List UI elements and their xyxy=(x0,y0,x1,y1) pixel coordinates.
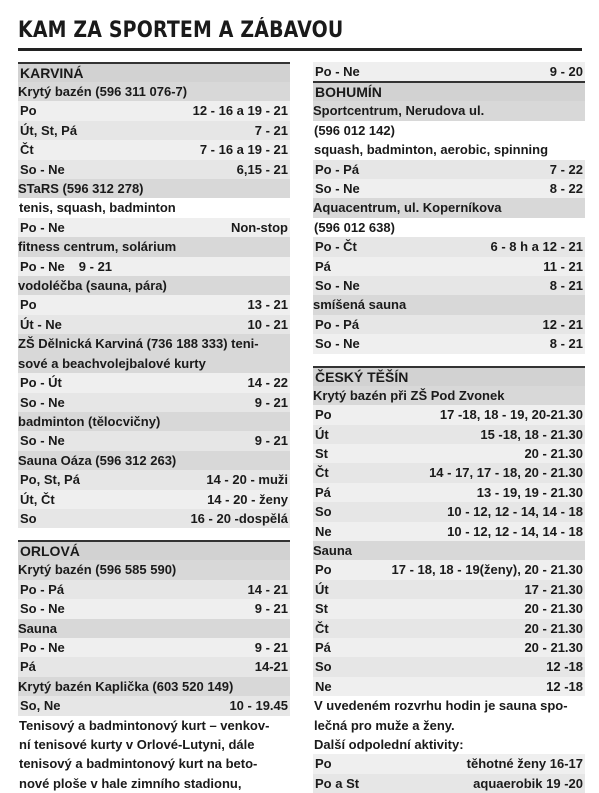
schedule-row xyxy=(313,657,585,676)
schedule-row xyxy=(18,638,290,657)
schedule-row xyxy=(313,334,585,353)
schedule-row xyxy=(313,522,585,541)
schedule-row xyxy=(18,696,290,715)
schedule-day: Út, St, Pá xyxy=(20,122,78,138)
schedule-time: 8 - 21 xyxy=(549,278,583,294)
schedule-time: 9 - 20 xyxy=(549,64,583,79)
schedule-day: Po xyxy=(20,103,37,119)
venue-name: smíšená sauna xyxy=(313,295,585,314)
info-text: Další odpolední aktivity: xyxy=(314,737,464,752)
schedule-row xyxy=(313,237,585,256)
venue-name: Krytý bazén Kaplička (603 520 149) xyxy=(18,677,290,696)
venue-name: Sauna xyxy=(18,619,290,638)
schedule-day: Po - Ne xyxy=(20,639,65,655)
schedule-time: 12 - 21 xyxy=(542,316,583,332)
schedule-day: Ne xyxy=(315,523,332,539)
schedule-row xyxy=(313,483,585,502)
schedule-time: 14 - 22 xyxy=(247,375,288,391)
schedule-row xyxy=(18,315,290,334)
schedule-time: aquaerobik 19 -20 xyxy=(473,775,583,791)
schedule-day: Čt xyxy=(315,620,329,636)
schedule-row xyxy=(313,405,585,424)
schedule-day: Čt xyxy=(20,142,34,158)
schedule-day: So xyxy=(20,510,37,526)
schedule-day: Út, Čt xyxy=(20,491,55,507)
schedule-day: Po - Ne xyxy=(315,64,360,79)
schedule-time: 20 - 21.30 xyxy=(524,620,583,636)
schedule-day: So, Ne xyxy=(20,698,61,714)
schedule-day: Po xyxy=(315,407,332,423)
schedule-row xyxy=(313,560,585,579)
venue-name: Sauna xyxy=(313,541,585,560)
town-heading: KARVINÁ xyxy=(18,62,290,82)
schedule-row xyxy=(18,295,290,314)
schedule-row xyxy=(313,638,585,657)
info-text: squash, badminton, aerobic, spinning xyxy=(314,142,549,158)
info-text: tenisový a badmintonový kurt na beto- xyxy=(19,756,258,772)
schedule-day: Po xyxy=(315,756,332,772)
schedule-row xyxy=(313,580,585,599)
schedule-row xyxy=(18,599,290,618)
schedule-row xyxy=(18,657,290,676)
schedule-day: Po - Út xyxy=(20,375,62,391)
schedule-day: So - Ne xyxy=(315,181,360,197)
schedule-time: 16 - 20 -dospělá xyxy=(190,510,288,526)
schedule-row xyxy=(18,373,290,392)
schedule-time: 17 - 21.30 xyxy=(524,581,583,597)
schedule-time: 11 - 21 xyxy=(543,258,583,274)
schedule-day: So - Ne xyxy=(20,394,65,410)
schedule-row xyxy=(18,470,290,489)
schedule-time: 7 - 16 a 19 - 21 xyxy=(199,142,288,158)
schedule-row xyxy=(18,257,290,276)
schedule-time: těhotné ženy 16-17 xyxy=(466,756,583,772)
info-text: (596 012 638) xyxy=(314,219,395,235)
schedule-row xyxy=(313,444,585,463)
schedule-day: So - Ne xyxy=(20,161,65,177)
schedule-day: St xyxy=(315,601,328,617)
venue-name: STaRS (596 312 278) xyxy=(18,179,290,198)
schedule-time: 9 - 21 xyxy=(78,258,113,274)
schedule-row xyxy=(18,490,290,509)
left-column xyxy=(18,62,290,793)
info-text: ní tenisové kurty v Orlové-Lutyni, dále xyxy=(19,737,255,752)
schedule-day: Po - Ne xyxy=(20,219,65,235)
schedule-row xyxy=(18,431,290,450)
schedule-day: Po - Pá xyxy=(315,316,360,332)
schedule-row xyxy=(18,218,290,237)
schedule-time: 9 - 21 xyxy=(254,394,288,410)
schedule-day: Pá xyxy=(315,484,331,500)
schedule-row xyxy=(313,62,585,81)
info-text: lečná pro muže a ženy. xyxy=(314,717,455,733)
schedule-day: Po - Čt xyxy=(315,239,357,255)
schedule-row xyxy=(313,754,585,773)
schedule-row xyxy=(313,463,585,482)
schedule-day: Út xyxy=(315,581,329,597)
schedule-time: 14 - 21 xyxy=(247,581,288,597)
schedule-time: 7 - 22 xyxy=(549,161,583,177)
venue-name: Sauna Oáza (596 312 263) xyxy=(18,451,290,470)
schedule-day: So - Ne xyxy=(315,278,360,294)
schedule-day: So xyxy=(315,504,332,520)
schedule-day: Ne xyxy=(315,678,332,694)
schedule-time: 12 -18 xyxy=(546,659,583,675)
schedule-day: Po a St xyxy=(315,775,360,791)
schedule-time: Non-stop xyxy=(230,219,288,235)
schedule-time: 14 - 20 - muži xyxy=(206,472,288,488)
schedule-time: 10 - 21 xyxy=(247,316,288,332)
schedule-time: 9 - 21 xyxy=(254,433,288,449)
schedule-time: 10 - 19.45 xyxy=(229,698,288,714)
schedule-row xyxy=(313,315,585,334)
schedule-time: 6,15 - 21 xyxy=(236,161,288,177)
town-heading: ČESKÝ TĚŠÍN xyxy=(313,366,585,386)
schedule-day: Po xyxy=(315,562,332,578)
schedule-time: 12 -18 xyxy=(546,678,583,694)
venue-name: Sportcentrum, Nerudova ul. xyxy=(313,101,585,120)
page-title: KAM ZA SPORTEM A ZÁBAVOU xyxy=(18,18,344,43)
schedule-time: 8 - 21 xyxy=(549,336,583,352)
schedule-row xyxy=(18,393,290,412)
schedule-row xyxy=(313,599,585,618)
schedule-time: 10 - 12, 12 - 14, 14 - 18 xyxy=(447,523,583,539)
schedule-day: Út - Ne xyxy=(20,316,62,332)
schedule-row xyxy=(18,121,290,140)
schedule-row xyxy=(18,580,290,599)
schedule-time: 14 - 20 - ženy xyxy=(207,491,288,507)
schedule-row xyxy=(313,677,585,696)
schedule-time: 20 - 21.30 xyxy=(524,445,583,461)
schedule-day: Po xyxy=(20,297,37,313)
schedule-time: 20 - 21.30 xyxy=(524,639,583,655)
schedule-time: 14 - 17, 17 - 18, 20 - 21.30 xyxy=(429,465,583,481)
info-text: tenis, squash, badminton xyxy=(19,200,176,216)
town-heading: ORLOVÁ xyxy=(18,540,290,560)
title-rule xyxy=(18,48,582,51)
venue-name: ZŠ Dělnická Karviná (736 188 333) teni- xyxy=(18,334,290,353)
schedule-row xyxy=(18,140,290,159)
schedule-day: Po, St, Pá xyxy=(20,472,80,488)
section-gap xyxy=(18,528,290,540)
schedule-row xyxy=(313,160,585,179)
schedule-day: Pá xyxy=(315,258,331,274)
schedule-time: 17 -18, 18 - 19, 20-21.30 xyxy=(439,407,583,423)
schedule-day: So - Ne xyxy=(20,601,65,617)
schedule-row xyxy=(313,774,585,793)
schedule-day: Po - Pá xyxy=(20,581,65,597)
schedule-day: So xyxy=(315,659,332,675)
schedule-time: 13 - 19, 19 - 21.30 xyxy=(476,484,583,500)
schedule-row xyxy=(18,509,290,528)
town-heading: BOHUMÍN xyxy=(313,81,585,101)
info-text: V uvedeném rozvrhu hodin je sauna spo- xyxy=(314,698,568,714)
schedule-time: 10 - 12, 12 - 14, 14 - 18 xyxy=(447,504,583,520)
info-text: (596 012 142) xyxy=(314,122,395,138)
venue-name: Aquacentrum, ul. Koperníkova xyxy=(313,198,585,217)
schedule-time: 12 - 16 a 19 - 21 xyxy=(192,103,288,119)
schedule-row xyxy=(313,425,585,444)
schedule-time: 14-21 xyxy=(254,659,288,675)
venue-name: Krytý bazén (596 585 590) xyxy=(18,560,290,579)
schedule-time: 8 - 22 xyxy=(549,181,583,197)
info-text: nové ploše v hale zimního stadionu, xyxy=(19,775,242,791)
schedule-row xyxy=(313,619,585,638)
section-gap xyxy=(313,354,585,366)
right-column xyxy=(313,62,585,793)
schedule-time: 9 - 21 xyxy=(254,601,288,617)
schedule-time: 20 - 21.30 xyxy=(524,601,583,617)
schedule-time: 17 - 18, 18 - 19(ženy), 20 - 21.30 xyxy=(391,562,583,578)
schedule-row xyxy=(18,101,290,120)
schedule-row xyxy=(18,160,290,179)
venue-name: vodoléčba (sauna, pára) xyxy=(18,276,290,295)
schedule-time: 13 - 21 xyxy=(247,297,288,313)
schedule-day: Pá xyxy=(315,639,331,655)
venue-name: badminton (tělocvičny) xyxy=(18,412,290,431)
schedule-day: So - Ne xyxy=(315,336,360,352)
schedule-day: Pá xyxy=(20,659,36,675)
schedule-row xyxy=(313,502,585,521)
venue-name: Krytý bazén při ZŠ Pod Zvonek xyxy=(313,386,585,405)
schedule-row xyxy=(313,179,585,198)
schedule-time: 7 - 21 xyxy=(254,122,288,138)
schedule-time: 9 - 21 xyxy=(254,639,288,655)
venue-name: sové a beachvolejbalové kurty xyxy=(18,354,290,373)
venue-name: Krytý bazén (596 311 076-7) xyxy=(18,82,290,101)
schedule-row xyxy=(313,257,585,276)
schedule-day: Út xyxy=(315,426,329,442)
schedule-day: So - Ne xyxy=(20,433,65,449)
schedule-row xyxy=(313,276,585,295)
venue-name: fitness centrum, solárium xyxy=(18,237,290,256)
schedule-time: 6 - 8 h a 12 - 21 xyxy=(490,239,583,255)
schedule-day: St xyxy=(315,445,328,461)
schedule-day: Po - Ne xyxy=(20,258,65,274)
info-text: Tenisový a badmintonový kurt – venkov- xyxy=(19,717,270,733)
schedule-day: Po - Pá xyxy=(315,161,360,177)
schedule-time: 15 -18, 18 - 21.30 xyxy=(480,426,583,442)
schedule-day: Čt xyxy=(315,465,329,481)
